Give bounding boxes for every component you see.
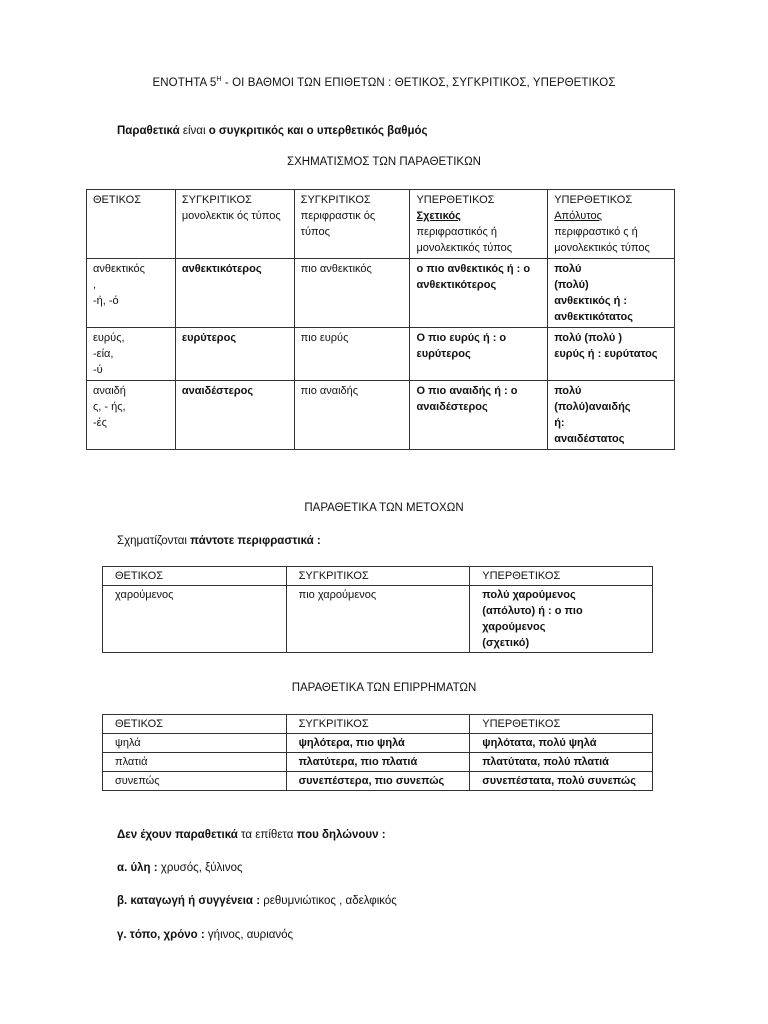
header-cell: ΥΠΕΡΘΕΤΙΚΟΣ Σχετικός περιφραστικός ή μονολεκτικός τύπος [410,190,548,259]
table-cell: πιο αναιδής [294,381,410,450]
table-row [103,753,653,772]
header-cell: ΣΥΓΚΡΙΤΙΚΟΣ περιφραστικ ός τύπος [294,190,410,259]
table-cell: πιο ευρύς [294,328,410,381]
list-item-place-time: γ. τόπο, χρόνο : γήινος, αυριανός [117,929,294,941]
table-cell: Ο πιο αναιδής ή : ο αναιδέστερος [410,381,548,450]
intro-text: Παραθετικά είναι ο συγκριτικός και ο υπερθετικός βαθμός [117,125,428,137]
table-cell: ψηλότατα, πολύ ψηλά [470,734,653,753]
adverbs-table [102,714,653,791]
participles-sentence: Σχηματίζονται πάντοτε περιφραστικά : [117,535,321,547]
table-row [87,328,675,381]
header-cell: ΥΠΕΡΘΕΤΙΚΟΣ [470,567,653,586]
table-cell: πολύ (πολύ)αναιδής ή: αναιδέστατος [548,381,675,450]
table-cell: πιο χαρούμενος [286,586,470,653]
table-cell: αναιδέστερος [175,381,294,450]
table-cell: ευρύτερος [175,328,294,381]
table-row [87,259,675,328]
page-title: ΕΝΟΤΗΤΑ $5^H$ - ΟΙ ΒΑΘΜΟΙ ΤΩΝ ΕΠΙΘΕΤΩΝ : ΘΕΤΙΚΟΣ, ΣΥΓΚΡΙΤΙΚΟΣ, ΥΠΕΡΘΕΤΙΚΟΣ [152,76,616,89]
table-cell: πολύ (πολύ ) ευρύς ή : ευρύτατος [548,328,675,381]
table-header-row [87,190,675,259]
header-cell: ΘΕΤΙΚΟΣ [103,567,287,586]
header-cell: ΘΕΤΙΚΟΣ [87,190,176,259]
table-cell: ψηλότερα, πιο ψηλά [286,734,470,753]
header-cell: ΘΕΤΙΚΟΣ [103,715,287,734]
table-cell: συνεπέστερα, πιο συνεπώς [286,772,470,791]
table-cell: Ο πιο ευρύς ή : ο ευρύτερος [410,328,548,381]
table-row [103,772,653,791]
table-cell: ανθεκτικός , -ή, -ό [87,259,176,328]
list-item-origin: β. καταγωγή ή συγγένεια : ρεθυμνιώτικος , αδελφικός [117,895,397,907]
section-heading-adverbs: ΠΑΡΑΘΕΤΙΚΑ ΤΩΝ ΕΠΙΡΡΗΜΑΤΩΝ [291,682,477,694]
table-cell: πλατύτερα, πιο πλατιά [286,753,470,772]
header-cell: ΥΠΕΡΘΕΤΙΚΟΣ Απόλυτος περιφραστικό ς ή μονολεκτικός τύπος [548,190,675,259]
table-cell: πλατύτατα, πολύ πλατιά [470,753,653,772]
table-cell: πλατιά [103,753,287,772]
table-cell: αναιδή ς, - ής, -ές [87,381,176,450]
table-row [103,586,653,653]
table-cell: ψηλά [103,734,287,753]
table-cell: πολύ (πολύ) ανθεκτικός ή : ανθεκτικότατος [548,259,675,328]
participles-table [102,566,653,653]
list-item-material: α. ύλη : χρυσός, ξύλινος [117,862,243,874]
section-heading-participles: ΠΑΡΑΘΕΤΙΚΑ ΤΩΝ ΜΕΤΟΧΩΝ [304,502,464,514]
table-row [87,381,675,450]
table-cell: ο πιο ανθεκτικός ή : ο ανθεκτικότερος [410,259,548,328]
no-comparatives-note: Δεν έχουν παραθετικά τα επίθετα που δηλώνουν : [117,829,386,841]
section-heading-formation: ΣΧΗΜΑΤΙΣΜΟΣ ΤΩΝ ΠΑΡΑΘΕΤΙΚΩΝ [287,156,481,168]
table-cell: ανθεκτικότερος [175,259,294,328]
table-header-row [103,715,653,734]
table-cell: πιο ανθεκτικός [294,259,410,328]
table-cell: χαρούμενος [103,586,287,653]
header-cell: ΥΠΕΡΘΕΤΙΚΟΣ [470,715,653,734]
table-cell: συνεπέστατα, πολύ συνεπώς [470,772,653,791]
table-cell: πολύ χαρούμενος (απόλυτο) ή : ο πιο χαρούμενος (σχετικό) [470,586,653,653]
header-cell: ΣΥΓΚΡΙΤΙΚΟΣ [286,715,470,734]
table-cell: ευρύς, -εία, -ύ [87,328,176,381]
table-cell: συνεπώς [103,772,287,791]
table-header-row [103,567,653,586]
table-row [103,734,653,753]
header-cell: ΣΥΓΚΡΙΤΙΚΟΣ [286,567,470,586]
header-cell: ΣΥΓΚΡΙΤΙΚΟΣ μονολεκτικ ός τύπος [175,190,294,259]
comparison-table [86,189,675,450]
